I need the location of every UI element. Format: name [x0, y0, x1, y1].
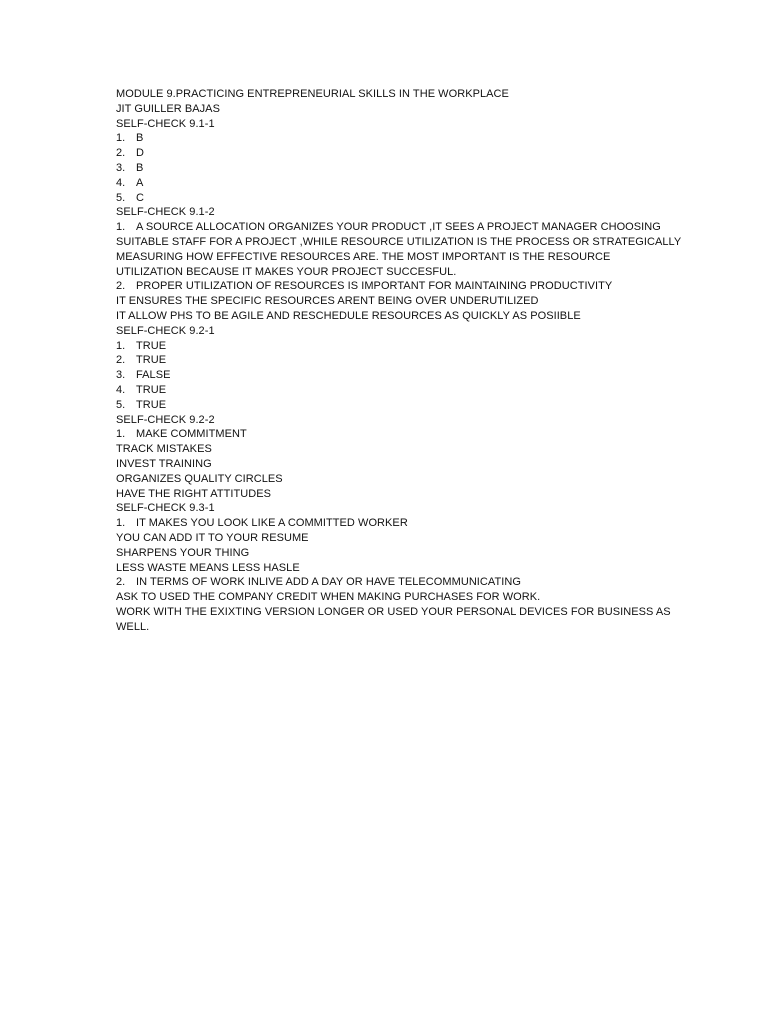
section-heading-9-2-1: SELF-CHECK 9.2-1 — [116, 324, 215, 337]
answer-text: INVEST TRAINING — [116, 457, 212, 470]
list-item — [116, 191, 676, 206]
answer-text: ORGANIZES QUALITY CIRCLES — [116, 472, 283, 485]
answer-text: LESS WASTE MEANS LESS HASLE — [116, 561, 300, 574]
answer-text: MEASURING HOW EFFECTIVE RESOURCES ARE. THE MOST IMPORTANT IS THE RESOURCE — [116, 250, 611, 263]
item-number: 1. — [116, 517, 126, 530]
section-heading-9-3-1: SELF-CHECK 9.3-1 — [116, 502, 215, 515]
item-number: 1. — [116, 428, 126, 441]
answer-text: A SOURCE ALLOCATION ORGANIZES YOUR PRODUCT ,IT SEES A PROJECT MANAGER CHOOSING — [136, 221, 661, 234]
answer-text: IT ALLOW PHS TO BE AGILE AND RESCHEDULE RESOURCES AS QUICKLY AS POSIIBLE — [116, 309, 581, 322]
list-item — [116, 339, 676, 354]
item-answer: TRUE — [136, 383, 167, 396]
item-number: 4. — [116, 176, 126, 189]
answer-text: WORK WITH THE EXIXTING VERSION LONGER OR USED YOUR PERSONAL DEVICES FOR BUSINESS AS — [116, 605, 671, 618]
answer-text: ASK TO USED THE COMPANY CREDIT WHEN MAKING PURCHASES FOR WORK. — [116, 591, 541, 604]
item-answer: A — [136, 176, 144, 189]
list-item — [116, 398, 676, 413]
section-heading-9-1-1: SELF-CHECK 9.1-1 — [116, 117, 215, 130]
list-item — [116, 131, 676, 146]
list-item — [116, 161, 676, 176]
item-number: 2. — [116, 280, 126, 293]
item-answer: B — [136, 161, 144, 174]
answer-text: SHARPENS YOUR THING — [116, 546, 250, 559]
list-item — [116, 427, 676, 442]
list-item — [116, 220, 676, 235]
item-answer: C — [136, 191, 144, 204]
answer-text: IT MAKES YOU LOOK LIKE A COMMITTED WORKER — [136, 517, 408, 530]
section-heading-9-1-2: SELF-CHECK 9.1-2 — [116, 206, 215, 219]
list-item — [116, 353, 676, 368]
answer-text: YOU CAN ADD IT TO YOUR RESUME — [116, 531, 309, 544]
answer-text: HAVE THE RIGHT ATTITUDES — [116, 487, 272, 500]
document-title: MODULE 9.PRACTICING ENTREPRENEURIAL SKILLS IN THE WORKPLACE — [116, 88, 509, 100]
document-body — [116, 87, 682, 634]
item-number: 3. — [116, 161, 126, 174]
list-item — [116, 176, 676, 191]
item-answer: FALSE — [136, 369, 171, 382]
item-answer: TRUE — [136, 354, 167, 367]
item-number: 2. — [116, 354, 126, 367]
item-answer: B — [136, 132, 144, 145]
answer-text: MAKE COMMITMENT — [136, 428, 247, 441]
section-heading-9-2-2: SELF-CHECK 9.2-2 — [116, 413, 215, 426]
answer-text: IT ENSURES THE SPECIFIC RESOURCES ARENT BEING OVER UNDERUTILIZED — [116, 295, 539, 308]
item-number: 1. — [116, 132, 126, 145]
answer-text: IN TERMS OF WORK INLIVE ADD A DAY OR HAVE TELECOMMUNICATING — [136, 576, 521, 589]
item-number: 4. — [116, 383, 126, 396]
answer-text: WELL. — [116, 620, 150, 633]
item-answer: TRUE — [136, 339, 167, 352]
item-number: 2. — [116, 147, 126, 160]
answer-text: SUITABLE STAFF FOR A PROJECT ,WHILE RESOURCE UTILIZATION IS THE PROCESS OR STRATEGICALLY — [116, 235, 682, 248]
item-number: 5. — [116, 191, 126, 204]
item-number: 5. — [116, 398, 126, 411]
item-answer: D — [136, 147, 144, 160]
item-answer: TRUE — [136, 398, 167, 411]
item-number: 1. — [116, 221, 126, 234]
author-name: JIT GUILLER BAJAS — [116, 102, 220, 115]
item-number: 2. — [116, 576, 126, 589]
answer-text: UTILIZATION BECAUSE IT MAKES YOUR PROJECT SUCCESFUL. — [116, 265, 457, 278]
list-item — [116, 368, 676, 383]
list-item — [116, 575, 676, 590]
list-item — [116, 279, 676, 294]
list-item — [116, 146, 676, 161]
item-number: 1. — [116, 339, 126, 352]
list-item — [116, 383, 676, 398]
item-number: 3. — [116, 369, 126, 382]
list-item — [116, 516, 676, 531]
answer-text: TRACK MISTAKES — [116, 443, 212, 456]
answer-text: PROPER UTILIZATION OF RESOURCES IS IMPORTANT FOR MAINTAINING PRODUCTIVITY — [136, 280, 613, 293]
